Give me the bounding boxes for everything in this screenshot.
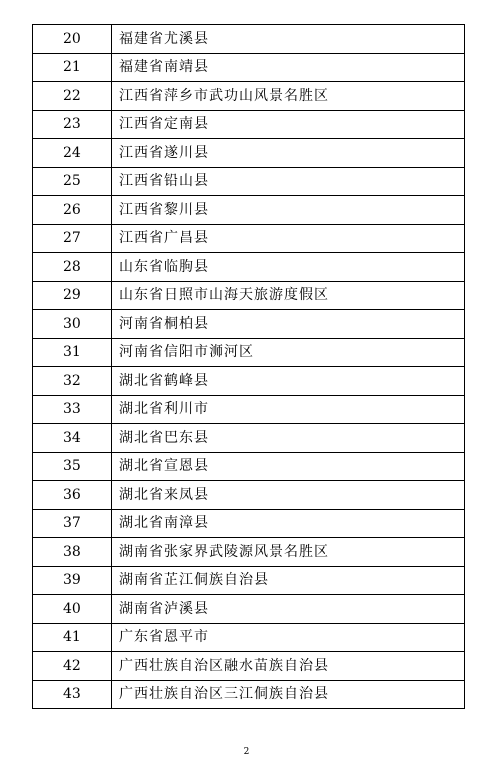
region-name: 江西省定南县 [112, 110, 465, 139]
row-number: 42 [33, 652, 112, 681]
region-name: 广西壮族自治区融水苗族自治县 [112, 652, 465, 681]
table-row [33, 680, 465, 709]
row-number: 22 [33, 82, 112, 111]
table-row [33, 538, 465, 567]
table-row [33, 224, 465, 253]
region-name: 广东省恩平市 [112, 623, 465, 652]
region-name: 湖南省张家界武陵源风景名胜区 [112, 538, 465, 567]
row-number: 34 [33, 424, 112, 453]
table-row [33, 652, 465, 681]
row-number: 23 [33, 110, 112, 139]
table-row [33, 281, 465, 310]
region-name: 湖北省巴东县 [112, 424, 465, 453]
row-number: 36 [33, 481, 112, 510]
page-number: 2 [243, 747, 250, 757]
row-number: 35 [33, 452, 112, 481]
region-name: 湖北省宣恩县 [112, 452, 465, 481]
table-row [33, 253, 465, 282]
table-row [33, 509, 465, 538]
row-number: 26 [33, 196, 112, 225]
region-name: 湖南省泸溪县 [112, 595, 465, 624]
region-name: 湖北省利川市 [112, 395, 465, 424]
region-name: 湖北省鹤峰县 [112, 367, 465, 396]
row-number: 25 [33, 167, 112, 196]
row-number: 20 [33, 25, 112, 54]
region-name: 江西省遂川县 [112, 139, 465, 168]
region-list-table [32, 24, 465, 709]
table-row [33, 395, 465, 424]
row-number: 41 [33, 623, 112, 652]
table-row [33, 310, 465, 339]
region-name: 江西省广昌县 [112, 224, 465, 253]
table-row [33, 452, 465, 481]
row-number: 43 [33, 680, 112, 709]
table-row [33, 25, 465, 54]
table-row [33, 110, 465, 139]
table-row [33, 167, 465, 196]
row-number: 21 [33, 53, 112, 82]
region-name: 福建省南靖县 [112, 53, 465, 82]
table-row [33, 338, 465, 367]
region-name: 山东省临朐县 [112, 253, 465, 282]
table-row [33, 82, 465, 111]
table-row [33, 367, 465, 396]
row-number: 28 [33, 253, 112, 282]
region-name: 山东省日照市山海天旅游度假区 [112, 281, 465, 310]
region-name: 湖北省来凤县 [112, 481, 465, 510]
region-name: 河南省桐柏县 [112, 310, 465, 339]
table-row [33, 481, 465, 510]
region-name: 湖北省南漳县 [112, 509, 465, 538]
region-name: 江西省铅山县 [112, 167, 465, 196]
row-number: 37 [33, 509, 112, 538]
region-name: 广西壮族自治区三江侗族自治县 [112, 680, 465, 709]
row-number: 30 [33, 310, 112, 339]
region-name: 福建省尤溪县 [112, 25, 465, 54]
table-row [33, 424, 465, 453]
table-row [33, 623, 465, 652]
row-number: 38 [33, 538, 112, 567]
row-number: 39 [33, 566, 112, 595]
region-name: 湖南省芷江侗族自治县 [112, 566, 465, 595]
table-row [33, 595, 465, 624]
table-row [33, 53, 465, 82]
row-number: 40 [33, 595, 112, 624]
row-number: 24 [33, 139, 112, 168]
region-name: 河南省信阳市浉河区 [112, 338, 465, 367]
row-number: 32 [33, 367, 112, 396]
row-number: 33 [33, 395, 112, 424]
row-number: 31 [33, 338, 112, 367]
region-list-body [33, 25, 465, 709]
table-row [33, 196, 465, 225]
region-name: 江西省黎川县 [112, 196, 465, 225]
row-number: 29 [33, 281, 112, 310]
table-row [33, 566, 465, 595]
table-row [33, 139, 465, 168]
region-name: 江西省萍乡市武功山风景名胜区 [112, 82, 465, 111]
row-number: 27 [33, 224, 112, 253]
